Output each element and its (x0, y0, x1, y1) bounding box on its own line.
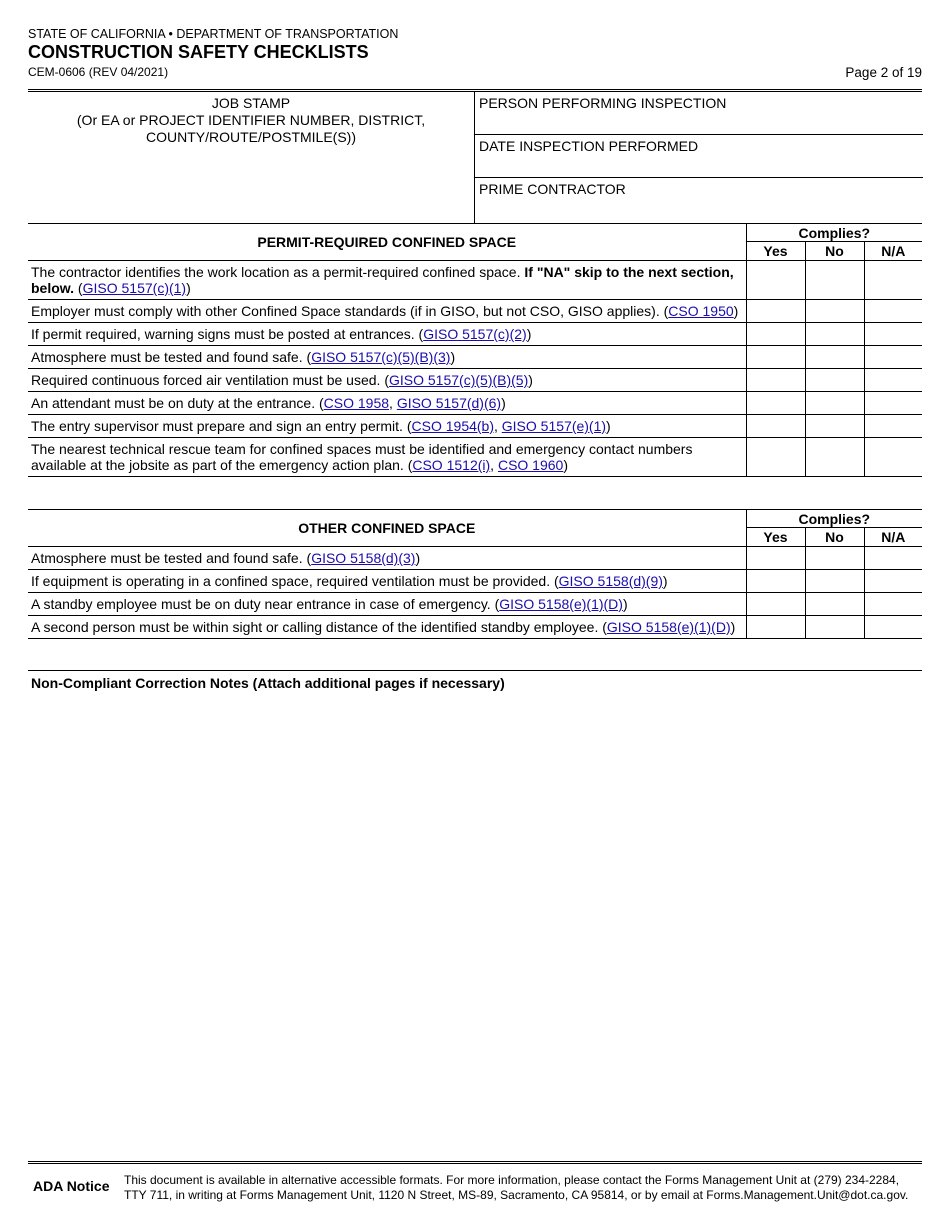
no-checkbox-cell[interactable] (805, 323, 864, 346)
na-checkbox-cell[interactable] (864, 593, 922, 616)
no-checkbox-cell[interactable] (805, 415, 864, 438)
requirement-text: The entry supervisor must prepare and sign an entry permit. (CSO 1954(b), GISO 5157(e)(1)) (28, 415, 746, 438)
checklist-row (28, 438, 922, 477)
no-checkbox-cell[interactable] (805, 261, 864, 300)
requirement-statement: Employer must comply with other Confined Space standards (if in GISO, but not CSO, GISO applies). (31, 303, 660, 319)
no-checkbox-cell[interactable] (805, 346, 864, 369)
section-title: OTHER CONFINED SPACE (28, 510, 746, 547)
code-reference-link[interactable]: GISO 5157(c)(2) (423, 326, 527, 342)
job-stamp-line-3: COUNTY/ROUTE/POSTMILE(S)) (145, 129, 356, 145)
code-reference-link[interactable]: GISO 5158(d)(3) (311, 550, 416, 566)
section-title: PERMIT-REQUIRED CONFINED SPACE (28, 224, 746, 261)
form-number: CEM-0606 (REV 04/2021) (28, 65, 169, 79)
na-checkbox-cell[interactable] (864, 570, 922, 593)
complies-header: Complies? (746, 510, 922, 528)
yes-checkbox-cell[interactable] (746, 415, 805, 438)
no-checkbox-cell[interactable] (805, 392, 864, 415)
no-checkbox-cell[interactable] (805, 547, 864, 570)
person-performing-inspection-label: PERSON PERFORMING INSPECTION (479, 95, 727, 111)
agency-line: STATE OF CALIFORNIA • DEPARTMENT OF TRANSPORTATION (28, 27, 399, 41)
checklist-row (28, 616, 922, 639)
correction-notes-label: Non-Compliant Correction Notes (Attach additional pages if necessary) (31, 675, 505, 691)
code-reference-link[interactable]: CSO 1954(b) (411, 418, 494, 434)
yes-checkbox-cell[interactable] (746, 323, 805, 346)
code-reference-link[interactable]: CSO 1512(i) (412, 457, 491, 473)
prime-contractor-label: PRIME CONTRACTOR (479, 181, 626, 197)
requirement-statement: A standby employee must be on duty near entrance in case of emergency. (31, 596, 491, 612)
requirement-statement: The nearest technical rescue team for confined spaces must be identified and emergency contact numbers available at the jobsite as part of the emergency action plan. (31, 441, 693, 473)
yes-column-header: Yes (746, 528, 805, 547)
ada-notice-footer (28, 1161, 922, 1202)
code-reference-link[interactable]: GISO 5157(c)(5)(B)(3) (311, 349, 451, 365)
requirement-statement: The entry supervisor must prepare and sign an entry permit. (31, 418, 403, 434)
job-stamp-area[interactable] (28, 95, 474, 146)
checklist-row (28, 415, 922, 438)
na-checkbox-cell[interactable] (864, 346, 922, 369)
requirement-text: An attendant must be on duty at the entrance. (CSO 1958, GISO 5157(d)(6)) (28, 392, 746, 415)
requirement-text: Atmosphere must be tested and found safe. (GISO 5157(c)(5)(B)(3)) (28, 346, 746, 369)
requirement-statement: A second person must be within sight or calling distance of the identified standby employee. (31, 619, 599, 635)
page-number: Page 2 of 19 (845, 65, 922, 80)
job-info-box (28, 89, 922, 223)
inspection-info-column (474, 92, 923, 223)
ada-notice-label: ADA Notice (33, 1178, 110, 1194)
checklist-row (28, 547, 922, 570)
na-checkbox-cell[interactable] (864, 415, 922, 438)
no-checkbox-cell[interactable] (805, 438, 864, 477)
na-column-header: N/A (864, 528, 922, 547)
na-checkbox-cell[interactable] (864, 261, 922, 300)
requirement-statement: Required continuous forced air ventilation must be used. (31, 372, 385, 388)
yes-checkbox-cell[interactable] (746, 616, 805, 639)
job-stamp-title: JOB STAMP (211, 95, 291, 111)
requirement-statement: Atmosphere must be tested and found safe. (31, 349, 303, 365)
na-checkbox-cell[interactable] (864, 616, 922, 639)
requirement-text: The contractor identifies the work location as a permit-required confined space. If "NA" skip to the next section, below. (GISO 5157(c)(1)) (28, 261, 746, 300)
no-column-header: No (805, 528, 864, 547)
requirement-text: If equipment is operating in a confined space, required ventilation must be provided. (GISO 5158(d)(9)) (28, 570, 746, 593)
no-checkbox-cell[interactable] (805, 300, 864, 323)
yes-checkbox-cell[interactable] (746, 570, 805, 593)
requirement-text: Employer must comply with other Confined Space standards (if in GISO, but not CSO, GISO applies). (CSO 1950) (28, 300, 746, 323)
na-checkbox-cell[interactable] (864, 438, 922, 477)
na-checkbox-cell[interactable] (864, 547, 922, 570)
date-inspection-performed-field[interactable] (475, 135, 923, 178)
yes-column-header: Yes (746, 242, 805, 261)
yes-checkbox-cell[interactable] (746, 392, 805, 415)
requirement-statement: If permit required, warning signs must be posted at entrances. (31, 326, 415, 342)
person-performing-inspection-field[interactable] (475, 92, 923, 135)
no-checkbox-cell[interactable] (805, 369, 864, 392)
yes-checkbox-cell[interactable] (746, 547, 805, 570)
requirement-text: A standby employee must be on duty near entrance in case of emergency. (GISO 5158(e)(1)(D)) (28, 593, 746, 616)
yes-checkbox-cell[interactable] (746, 261, 805, 300)
checklist-row (28, 593, 922, 616)
requirement-emphasis: If "NA" skip to the next section, below. (31, 264, 734, 296)
no-column-header: No (805, 242, 864, 261)
na-checkbox-cell[interactable] (864, 392, 922, 415)
checklist-row (28, 369, 922, 392)
yes-checkbox-cell[interactable] (746, 369, 805, 392)
code-reference-link[interactable]: CSO 1958 (323, 395, 390, 411)
requirement-statement: The contractor identifies the work location as a permit-required confined space. (31, 264, 525, 280)
code-reference-link[interactable]: GISO 5157(e)(1) (501, 418, 607, 434)
prime-contractor-field[interactable] (475, 178, 923, 221)
na-checkbox-cell[interactable] (864, 369, 922, 392)
requirement-text: A second person must be within sight or calling distance of the identified standby employee. (GISO 5158(e)(1)(D)) (28, 616, 746, 639)
checklist-row (28, 300, 922, 323)
code-reference-link[interactable]: GISO 5158(d)(9) (558, 573, 663, 589)
code-reference-link[interactable]: GISO 5158(e)(1)(D) (499, 596, 623, 612)
checklist-row (28, 392, 922, 415)
form-title: CONSTRUCTION SAFETY CHECKLISTS (28, 42, 369, 62)
na-checkbox-cell[interactable] (864, 300, 922, 323)
checklist-row (28, 261, 922, 300)
no-checkbox-cell[interactable] (805, 616, 864, 639)
checklist-row (28, 346, 922, 369)
requirement-statement: An attendant must be on duty at the entrance. (31, 395, 316, 411)
requirement-text: If permit required, warning signs must be posted at entrances. (GISO 5157(c)(2)) (28, 323, 746, 346)
requirement-statement: Atmosphere must be tested and found safe. (31, 550, 303, 566)
yes-checkbox-cell[interactable] (746, 346, 805, 369)
no-checkbox-cell[interactable] (805, 593, 864, 616)
ada-notice-text: This document is available in alternative accessible formats. For more information, please contact the Forms Management Unit at (279) 234-2284, TTY 711, in writing at Forms Management Unit, 1120 N Street, MS-89, Sacramento, CA 95814, or by email at Forms.Management.Unit@dot.ca.gov. (124, 1173, 909, 1202)
permit-required-confined-space-table (28, 223, 922, 477)
correction-notes-area[interactable] (28, 670, 922, 695)
code-reference-link[interactable]: CSO 1960 (497, 457, 564, 473)
checklist-row (28, 323, 922, 346)
no-checkbox-cell[interactable] (805, 570, 864, 593)
yes-checkbox-cell[interactable] (746, 300, 805, 323)
na-checkbox-cell[interactable] (864, 323, 922, 346)
code-reference-link[interactable]: GISO 5157(c)(5)(B)(5) (389, 372, 529, 388)
code-reference-link[interactable]: CSO 1950 (668, 303, 734, 319)
complies-header: Complies? (746, 224, 922, 242)
date-inspection-performed-label: DATE INSPECTION PERFORMED (479, 138, 699, 154)
requirement-text: The nearest technical rescue team for confined spaces must be identified and emergency contact numbers available at the jobsite as part of the emergency action plan. (CSO 1512(i), CSO 1960) (28, 438, 746, 477)
code-reference-link[interactable]: GISO 5157(d)(6) (396, 395, 502, 411)
requirement-text: Required continuous forced air ventilation must be used. (GISO 5157(c)(5)(B)(5)) (28, 369, 746, 392)
requirement-statement: If equipment is operating in a confined space, required ventilation must be provided. (31, 573, 554, 589)
checklist-row (28, 570, 922, 593)
yes-checkbox-cell[interactable] (746, 593, 805, 616)
code-reference-link[interactable]: GISO 5157(c)(1) (82, 280, 187, 296)
yes-checkbox-cell[interactable] (746, 438, 805, 477)
na-column-header: N/A (864, 242, 922, 261)
other-confined-space-table (28, 509, 922, 639)
job-stamp-line-2: (Or EA or PROJECT IDENTIFIER NUMBER, DISTRICT, (76, 112, 426, 128)
code-reference-link[interactable]: GISO 5158(e)(1)(D) (606, 619, 731, 635)
requirement-text: Atmosphere must be tested and found safe. (GISO 5158(d)(3)) (28, 547, 746, 570)
